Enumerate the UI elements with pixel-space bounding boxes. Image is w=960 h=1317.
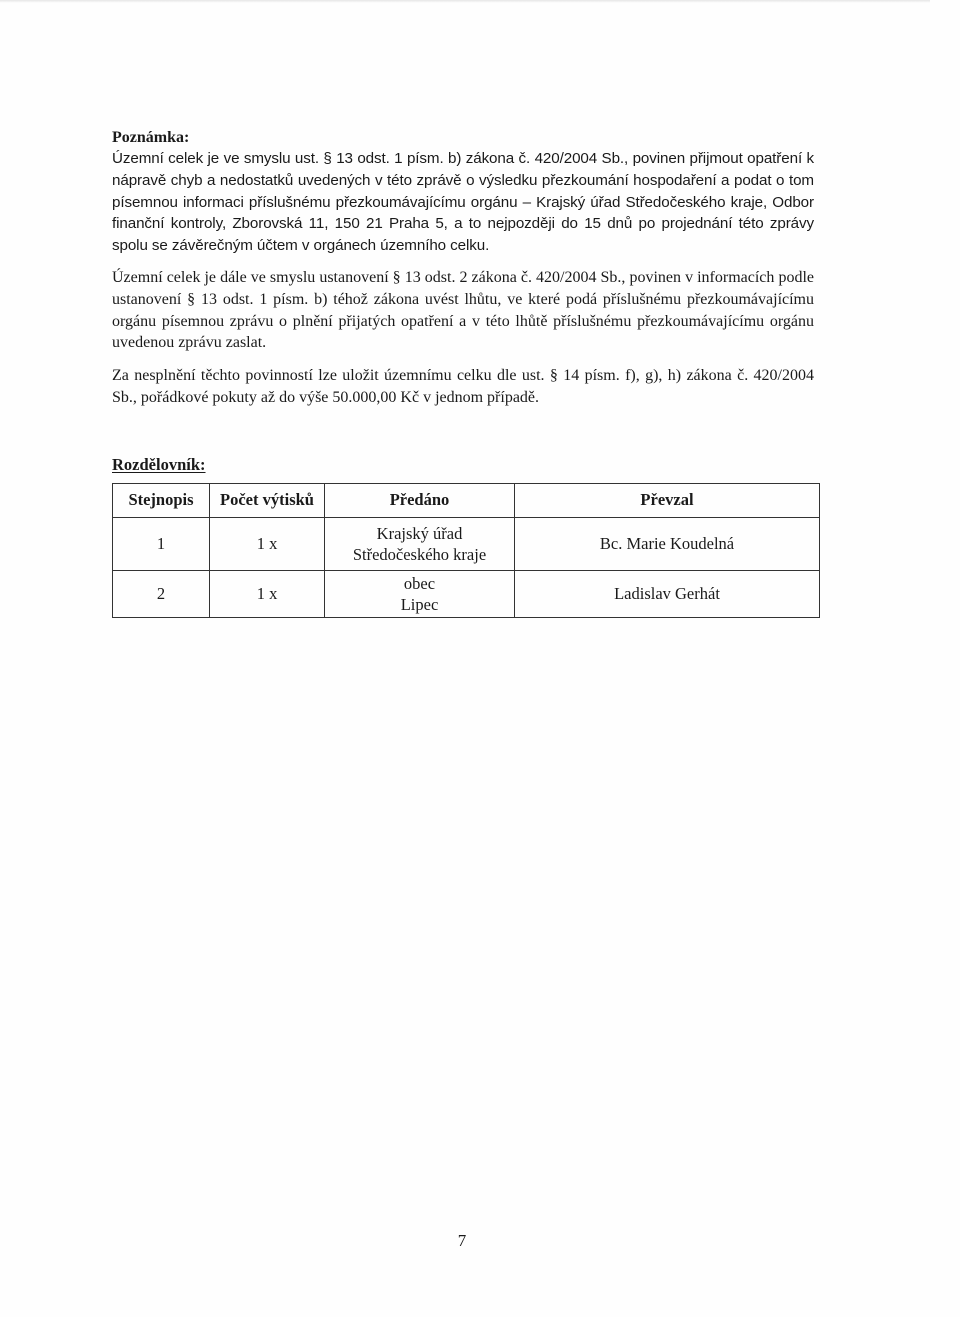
table-row [113,517,820,570]
column-header-prevzal: Převzal [515,483,820,517]
page-number: 7 [457,1231,467,1250]
predano-line-2: Středočeského kraje [352,544,487,564]
column-header-stejnopis: Stejnopis [113,483,210,517]
predano-line-2: Lipec [400,594,439,614]
cell-stejnopis: 2 [113,570,210,617]
predano-line-1: obec [403,573,436,593]
predano-line-1: Krajský úřad [376,523,463,543]
cell-prevzal: Ladislav Gerhát [515,570,820,617]
cell-stejnopis: 1 [113,517,210,570]
column-header-pocet: Počet výtisků [210,483,325,517]
column-header-predano: Předáno [325,483,515,517]
distribution-table [112,483,820,618]
cell-pocet: 1 x [210,517,325,570]
distribution-heading: Rozdělovník: [112,454,206,474]
cell-predano [325,570,515,617]
cell-prevzal: Bc. Marie Koudelná [515,517,820,570]
table-header-row [113,483,820,517]
page-content [112,128,814,618]
cell-predano [325,517,515,570]
table-row [113,570,820,617]
note-paragraph-2: Územní celek je dále ve smyslu ustanovení § 13 odst. 2 zákona č. 420/2004 Sb., povinen v informacích podle ustanovení § 13 odst. 1 písm. b) téhož zákona uvést lhůtu, ve které podá příslušnému přezkoumávajícímu orgánu písemnou zprávu o plnění přijatých opatření a v této lhůtě příslušnému přezkoumávajícímu orgánu uvedenou zprávu zaslat. [112,268,814,352]
scan-edge [0,0,930,3]
note-paragraph-1: Územní celek je ve smyslu ust. § 13 odst. 1 písm. b) zákona č. 420/2004 Sb., povinen přijmout opatření k nápravě chyb a nedostatků uvedených v této zprávě o výsledku přezkoumání hospodaření a podat o tom písemnou informaci příslušnému přezkoumávajícímu orgánu – Krajský úřad Středočeského kraje, Odbor finanční kontroly, Zborovská 11, 150 21 Praha 5, a to nejpozději do 15 dnů po projednání této zprávy spolu se závěrečným účtem v orgánech územního celku. [112,150,814,255]
note-heading: Poznámka: [112,129,190,146]
cell-pocet: 1 x [210,570,325,617]
note-paragraph-3: Za nesplnění těchto povinností lze uložit územnímu celku dle ust. § 14 písm. f), g), h) zákona č. 420/2004 Sb., pořádkové pokuty až do výše 50.000,00 Kč v jednom případě. [112,367,814,406]
